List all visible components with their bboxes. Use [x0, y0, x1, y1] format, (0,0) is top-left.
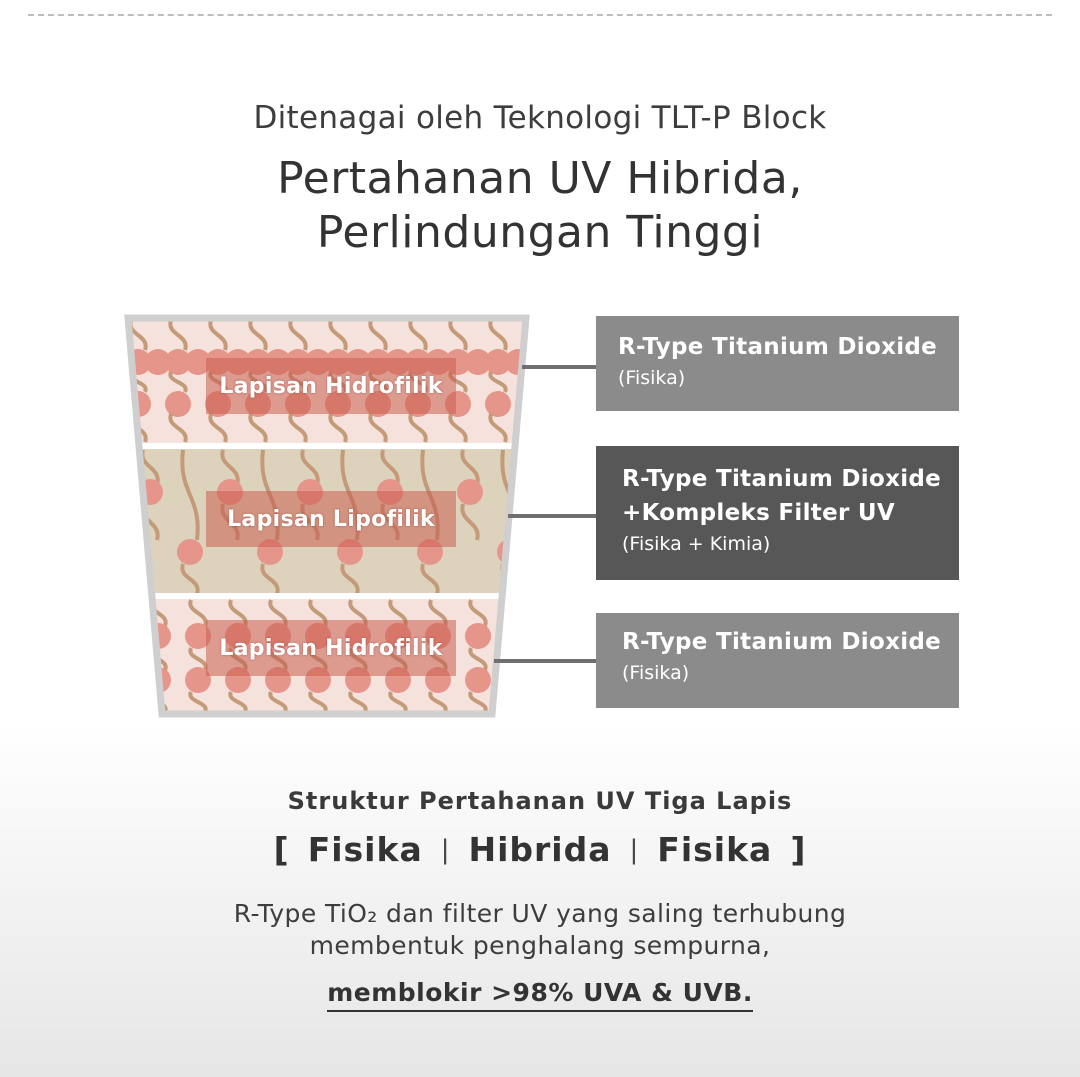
lipid-head: [177, 539, 203, 565]
info-box-middle-title-2: +Kompleks Filter UV: [622, 500, 895, 526]
title-line-2: Perlindungan Tinggi: [316, 207, 764, 258]
page-subtitle: Ditenagai oleh Teknologi TLT-P Block: [253, 100, 827, 136]
layer-cup-diagram: [124, 314, 530, 718]
info-box-bottom: [596, 613, 959, 708]
structure-title: Struktur Pertahanan UV Tiga Lapis: [287, 787, 793, 815]
lipid-head: [505, 623, 530, 649]
lipid-head: [485, 391, 511, 417]
description: [0, 898, 1080, 962]
connector-line-top: [522, 365, 596, 369]
structure-layer-types: [0, 830, 1080, 869]
layer-label-hydrophilic-top: Lapisan Hidrofilik: [206, 358, 456, 414]
connector-line-bottom: [494, 659, 596, 663]
description-line-2: membentuk penghalang sempurna,: [309, 931, 771, 960]
uv-block-highlight: [0, 978, 1080, 1007]
lipid-head: [465, 623, 491, 649]
info-box-middle: [596, 446, 959, 580]
info-box-top-sub: (Fisika): [618, 367, 686, 389]
info-box-bottom-title: R-Type Titanium Dioxide: [622, 629, 942, 655]
close-bracket: ]: [790, 830, 807, 869]
structure-item-physical-2: Fisika: [657, 830, 773, 869]
title-line-1: Pertahanan UV Hibrida,: [277, 153, 803, 204]
info-box-middle-sub: (Fisika + Kimia): [622, 533, 771, 555]
layer-label-lipophilic: Lapisan Lipofilik: [206, 491, 456, 547]
lipid-tail: [510, 692, 525, 712]
info-box-top-title: R-Type Titanium Dioxide: [618, 334, 938, 360]
page-title: [0, 152, 1080, 260]
separator-1: |: [440, 834, 451, 865]
lipid-head: [465, 667, 491, 693]
lipid-head: [165, 391, 191, 417]
open-bracket: [: [273, 830, 290, 869]
separator-2: |: [629, 834, 640, 865]
top-dashed-divider: [28, 14, 1052, 16]
lipid-tail: [510, 600, 525, 626]
lipid-head: [505, 667, 530, 693]
structure-item-hybrid: Hibrida: [468, 830, 612, 869]
layer-label-hydrophilic-bottom: Lapisan Hidrofilik: [206, 620, 456, 676]
connector-line-middle: [508, 514, 596, 518]
info-box-top: [596, 316, 959, 411]
description-line-1: R-Type TiO₂ dan filter UV yang saling terhubung: [233, 899, 847, 928]
structure-item-physical-1: Fisika: [307, 830, 423, 869]
uv-block-highlight-text: memblokir >98% UVA & UVB.: [327, 978, 753, 1012]
info-box-bottom-sub: (Fisika): [622, 662, 690, 684]
info-box-middle-title-1: R-Type Titanium Dioxide: [622, 466, 942, 492]
lipid-head: [457, 479, 483, 505]
